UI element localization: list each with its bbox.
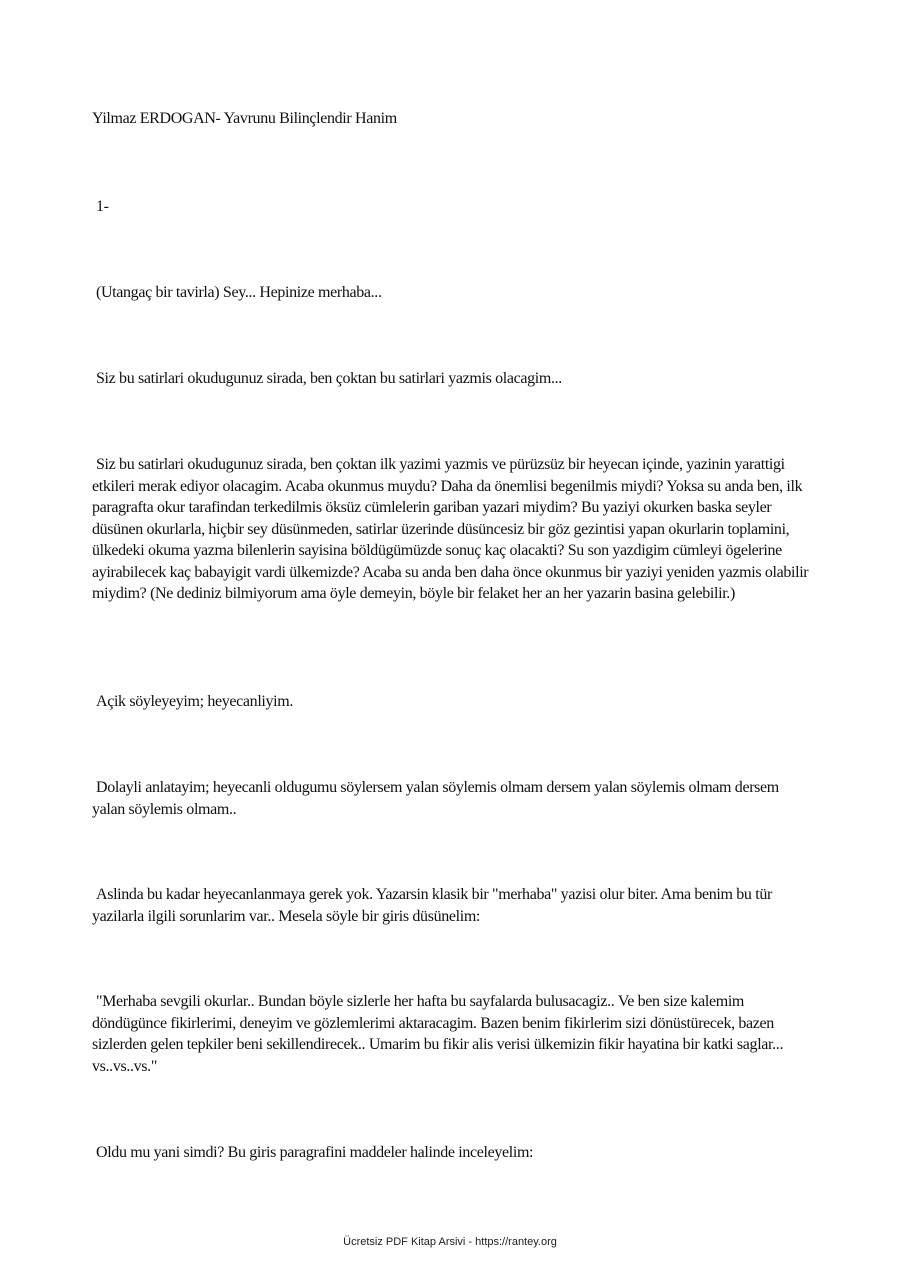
paragraph: Siz bu satirlari okudugunuz sirada, ben çoktan ilk yazimi yazmis ve pürüzsüz bir heyecan içinde, yazinin yarattigi etkileri merak ediyor olacagim. Acaba okunmus muydu? Daha da önemlisi begenilmis miydi? Yoksa su anda ben, ilk paragrafta okur tarafindan terkedilmis öksüz cümlelerin gariban yazari miydim? Bu yaziyi okurken baska seyler düsünen okurlarla, hiçbir sey düsünmeden, satirlar üzerinde düsüncesiz bir göz gezintisi yapan okurlarin toplamini, ülkedeki okuma yazma bilenlerin sayisina böldügümüzde sonuç kaç olacakti? Su son yazdigim cümleyi ögelerine ayirabilecek kaç babayigit vardi ülkemizde? Acaba su anda ben daha önce okunmus bir yaziyi yeniden yazmis olabilir miydim? (Ne dediniz bilmiyorum ama öyle demeyin, böyle bir felaket her an her yazarin basina gelebilir.) xyxy=(92,456,809,602)
paragraph: Aslinda bu kadar heyecanlanmaya gerek yok. Yazarsin klasik bir "merhaba" yazisi olur biter. Ama benim bu tür yazilarla ilgili sorunlarim var.. Mesela söyle bir giris düsünelim: xyxy=(92,886,772,925)
paragraph: "Merhaba sevgili okurlar.. Bundan böyle sizlerle her hafta bu sayfalarda bulusacagiz.. Ve ben size kalemim döndügünce fikirlerimi, deneyim ve gözlemlerimi aktaracagim. Bazen benim fikirlerim sizi dönüstürecek, bazen sizlerden gelen tepkiler beni sekillendirecek.. Umarim bu fikir alis verisi ülkemizin fikir hayatina bir katki saglar... vs..vs..vs." xyxy=(92,993,784,1075)
paragraph: Dolayli anlatayim; heyecanli oldugumu söylersem yalan söylemis olmam dersem yalan söylemis olmam dersem yalan söylemis olmam.. xyxy=(92,779,779,818)
document-title: Yilmaz ERDOGAN- Yavrunu Bilinçlendir Hanim xyxy=(92,110,397,127)
paragraph: Oldu mu yani simdi? Bu giris paragrafini maddeler halinde inceleyelim: xyxy=(96,1144,534,1161)
paragraph: (Utangaç bir tavirla) Sey... Hepinize merhaba... xyxy=(96,284,382,301)
section-number: 1- xyxy=(96,198,109,215)
paragraph: Açik söyleyeyim; heyecanliyim. xyxy=(96,693,294,710)
page-footer: Ücretsiz PDF Kitap Arsivi - https://rantey.org xyxy=(343,1236,557,1248)
paragraph: Siz bu satirlari okudugunuz sirada, ben çoktan bu satirlari yazmis olacagim... xyxy=(96,370,562,387)
